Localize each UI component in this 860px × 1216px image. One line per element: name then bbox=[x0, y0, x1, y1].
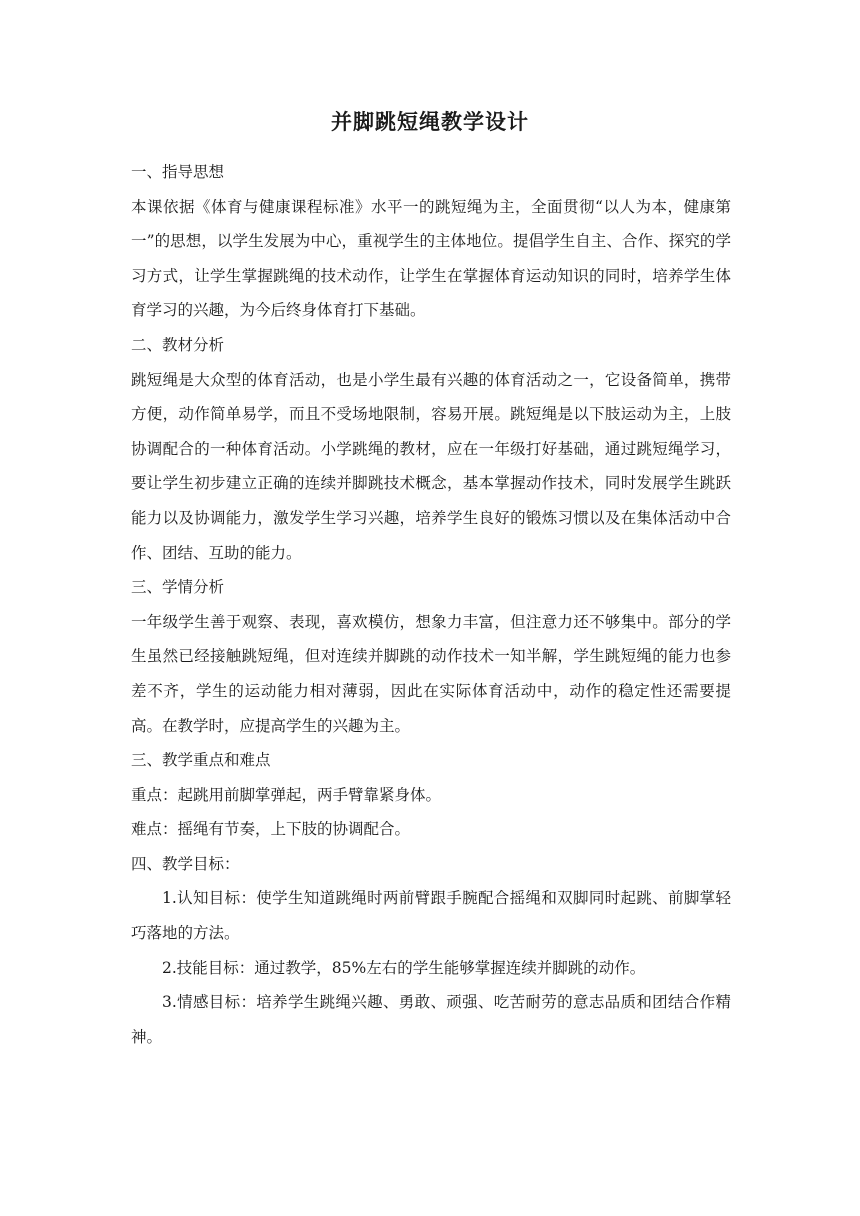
objective-affective: 3.情感目标：培养学生跳绳兴趣、勇敢、顽强、吃苦耐劳的意志品质和团结合作精神。 bbox=[131, 993, 731, 1046]
document-title: 并脚跳短绳教学设计 bbox=[331, 109, 529, 134]
difficulty-line: 难点：摇绳有节奏，上下肢的协调配合。 bbox=[131, 820, 411, 839]
section-heading-key-points: 三、教学重点和难点 bbox=[131, 751, 271, 770]
paragraph-guiding-thought: 本课依据《体育与健康课程标准》水平一的跳短绳为主，全面贯彻“以人为本，健康第一”的思想，以学生发展为中心，重视学生的主体地位。提倡学生自主、合作、探究的学习方式，让学生掌握跳绳的技术动作，让学生在掌握体育运动知识的同时，培养学生体育学习的兴趣，为今后终身体育打下基础。 bbox=[131, 197, 731, 320]
objective-cognitive: 1.认知目标：使学生知道跳绳时两前臂跟手腕配合摇绳和双脚同时起跳、前脚掌轻巧落地的方法。 bbox=[131, 889, 731, 943]
paragraph-learner-analysis: 一年级学生善于观察、表现，喜欢模仿，想象力丰富，但注意力还不够集中。部分的学生虽然已经接触跳短绳，但对连续并脚跳的动作技术一知半解，学生跳短绳的能力也参差不齐，学生的运动能力相对薄弱，因此在实际体育活动中，动作的稳定性还需要提高。在教学时，应提高学生的兴趣为主。 bbox=[131, 612, 731, 735]
objective-skill: 2.技能目标：通过教学，85%左右的学生能够掌握连续并脚跳的动作。 bbox=[162, 958, 646, 977]
key-point-line: 重点：起跳用前脚掌弹起，两手臂靠紧身体。 bbox=[131, 785, 442, 804]
section-heading-material-analysis: 二、教材分析 bbox=[131, 335, 225, 354]
document-body bbox=[131, 155, 731, 1054]
section-heading-objectives: 四、教学目标： bbox=[131, 854, 240, 873]
section-heading-learner-analysis: 三、学情分析 bbox=[131, 578, 225, 597]
paragraph-material-analysis: 跳短绳是大众型的体育活动，也是小学生最有兴趣的体育活动之一，它设备简单，携带方便，动作简单易学，而且不受场地限制，容易开展。跳短绳是以下肢运动为主，上肢协调配合的一种体育活动。小学跳绳的教材，应在一年级打好基础，通过跳短绳学习，要让学生初步建立正确的连续并脚跳技术概念，基本掌握动作技术，同时发展学生跳跃能力以及协调能力，激发学生学习兴趣，培养学生良好的锻炼习惯以及在集体活动中合作、团结、互助的能力。 bbox=[131, 370, 731, 562]
section-heading-guiding-thought: 一、指导思想 bbox=[131, 163, 225, 181]
